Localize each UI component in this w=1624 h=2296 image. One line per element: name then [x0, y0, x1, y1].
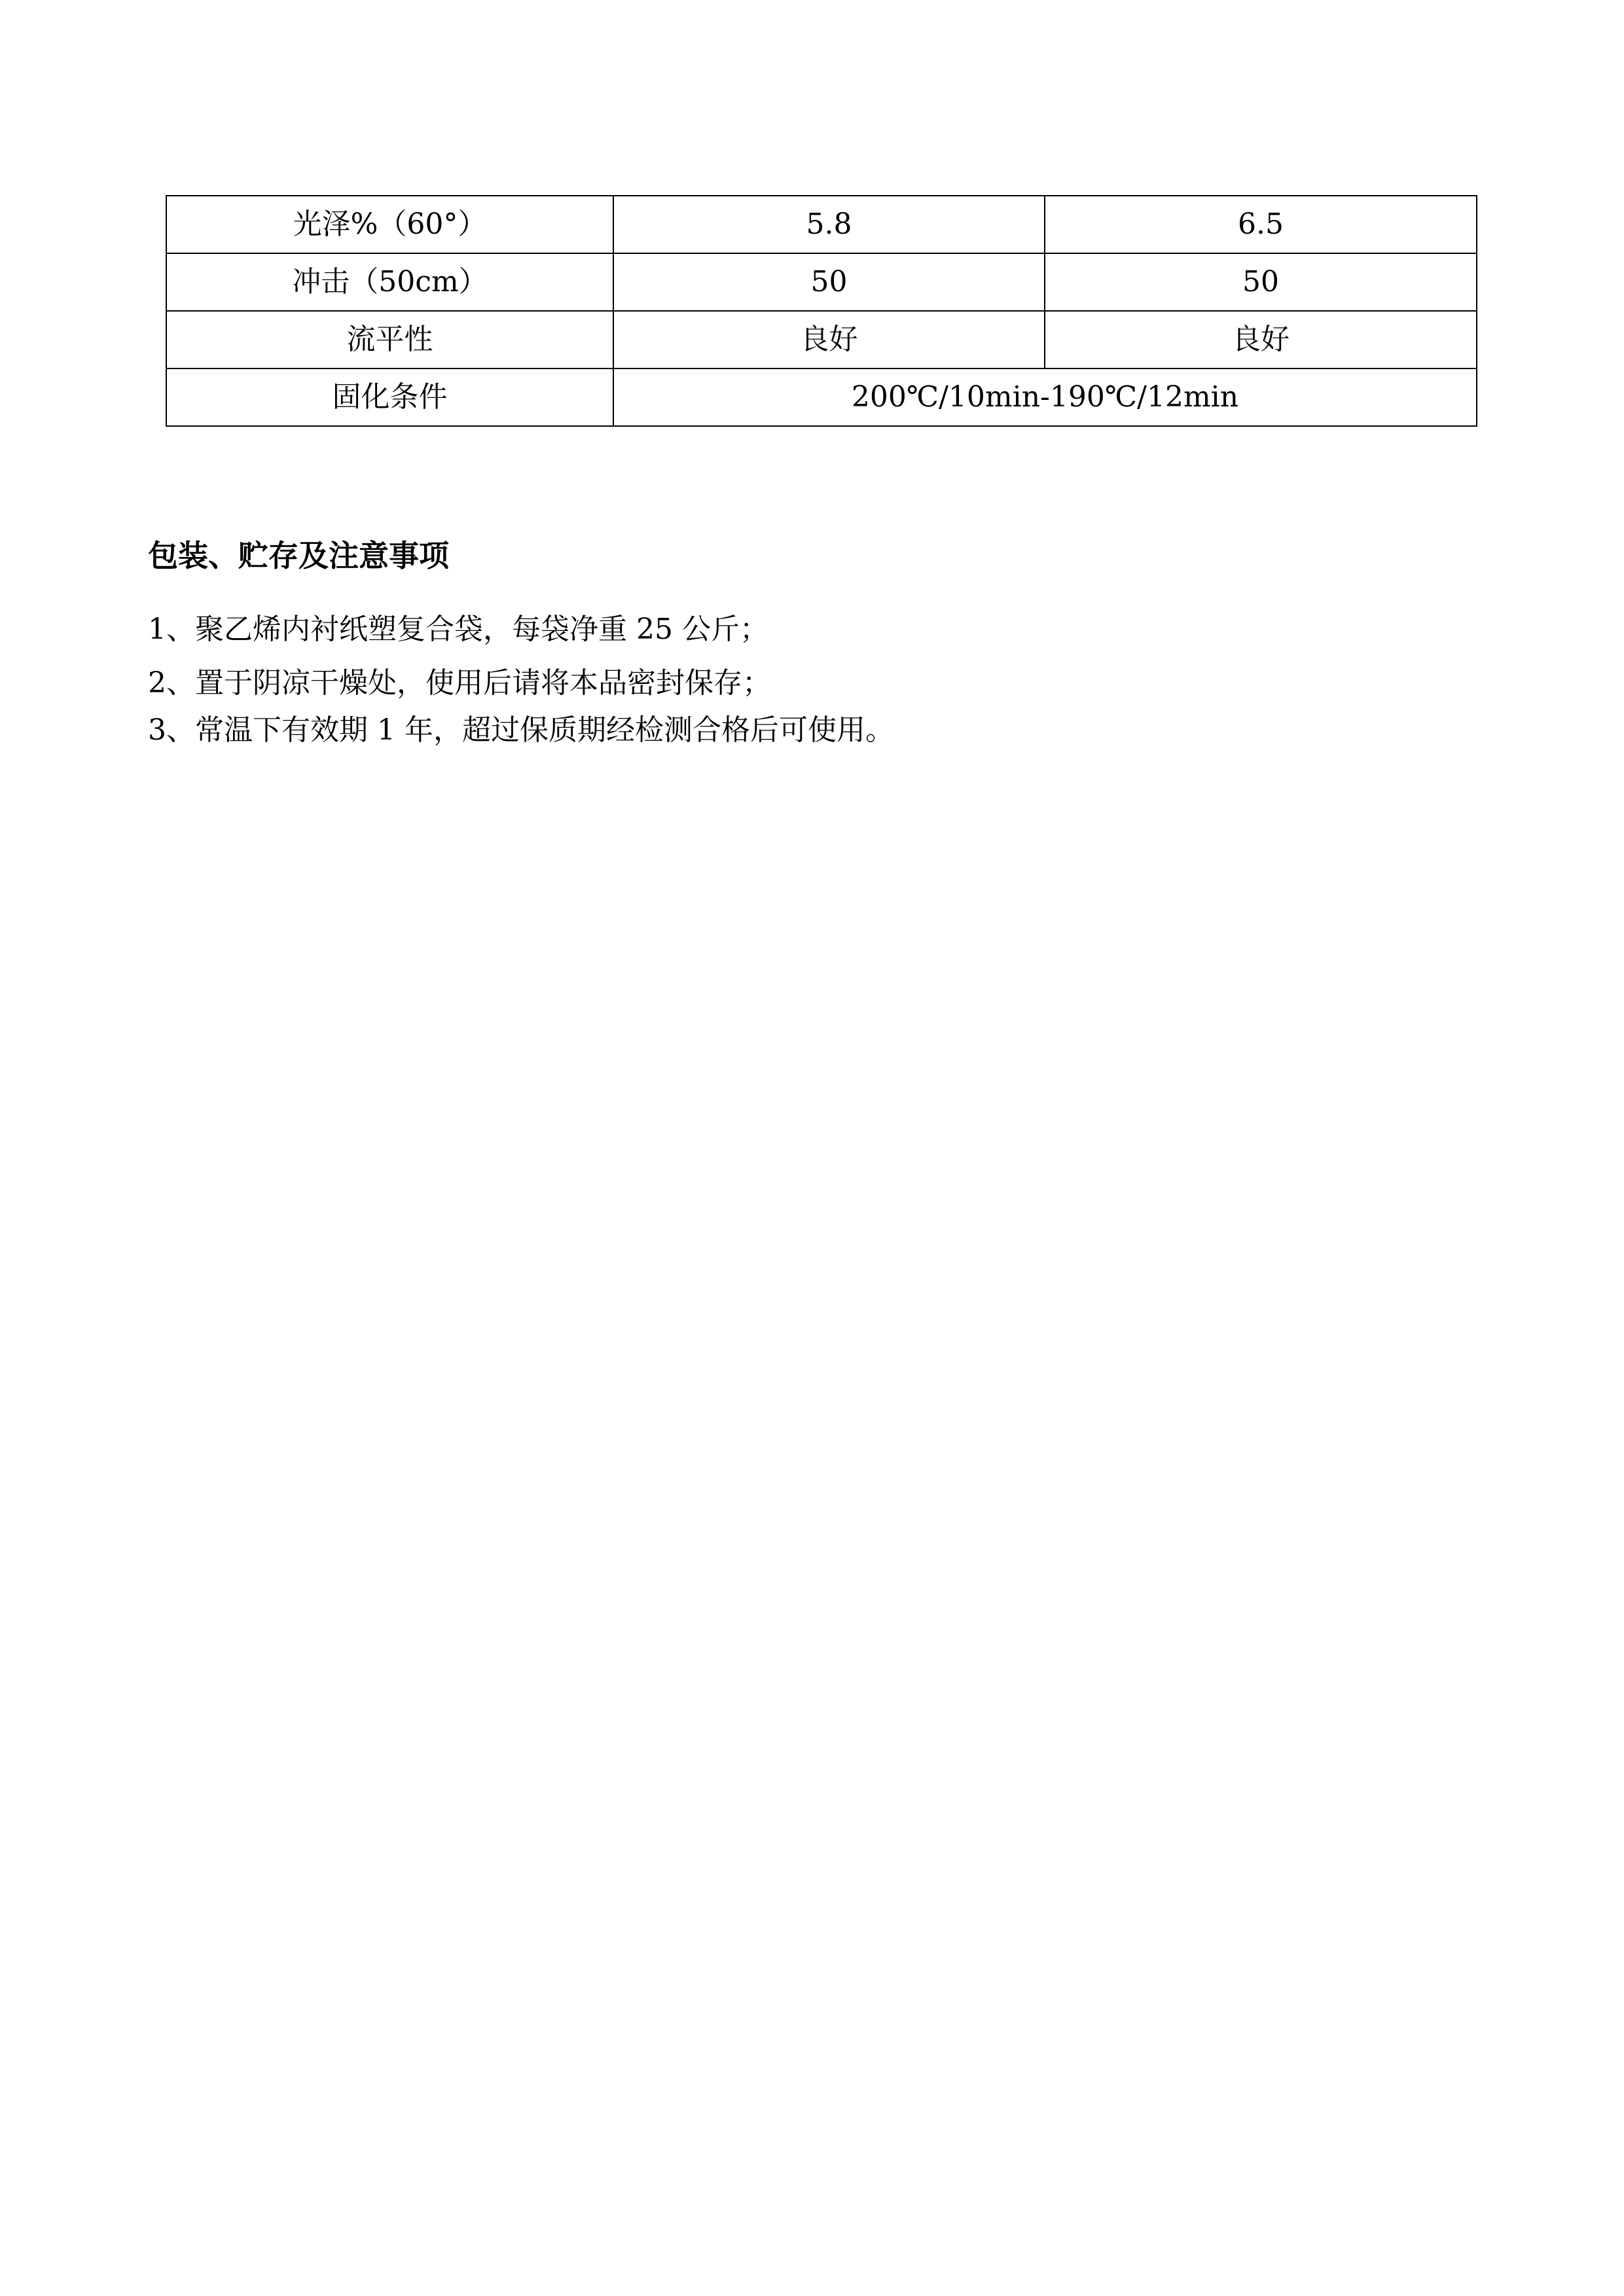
- table-row: [166, 311, 1477, 368]
- row-value: 50: [613, 253, 1045, 311]
- row-value: 6.5: [1045, 196, 1477, 253]
- list-item: 2、置于阴凉干燥处，使用后请将本品密封保存；: [148, 666, 771, 700]
- cure-conditions-value: 200℃/10min-190℃/12min: [613, 368, 1477, 426]
- table-row: [166, 253, 1477, 311]
- table-row: [166, 196, 1477, 253]
- section-heading: 包装、贮存及注意事项: [148, 538, 449, 573]
- row-label: 流平性: [166, 311, 613, 368]
- row-label: 固化条件: [166, 368, 613, 426]
- list-item: 3、常温下有效期 1 年，超过保质期经检测合格后可使用。: [148, 713, 894, 747]
- row-label: 冲击（50cm）: [166, 253, 613, 311]
- table-row-cure-conditions: [166, 368, 1477, 426]
- row-value: 良好: [613, 311, 1045, 368]
- row-label: 光泽%（60°）: [166, 196, 613, 253]
- row-value: 良好: [1045, 311, 1477, 368]
- row-value: 50: [1045, 253, 1477, 311]
- row-value: 5.8: [613, 196, 1045, 253]
- list-item: 1、聚乙烯内衬纸塑复合袋，每袋净重 25 公斤；: [148, 613, 768, 646]
- spec-table: [166, 195, 1477, 427]
